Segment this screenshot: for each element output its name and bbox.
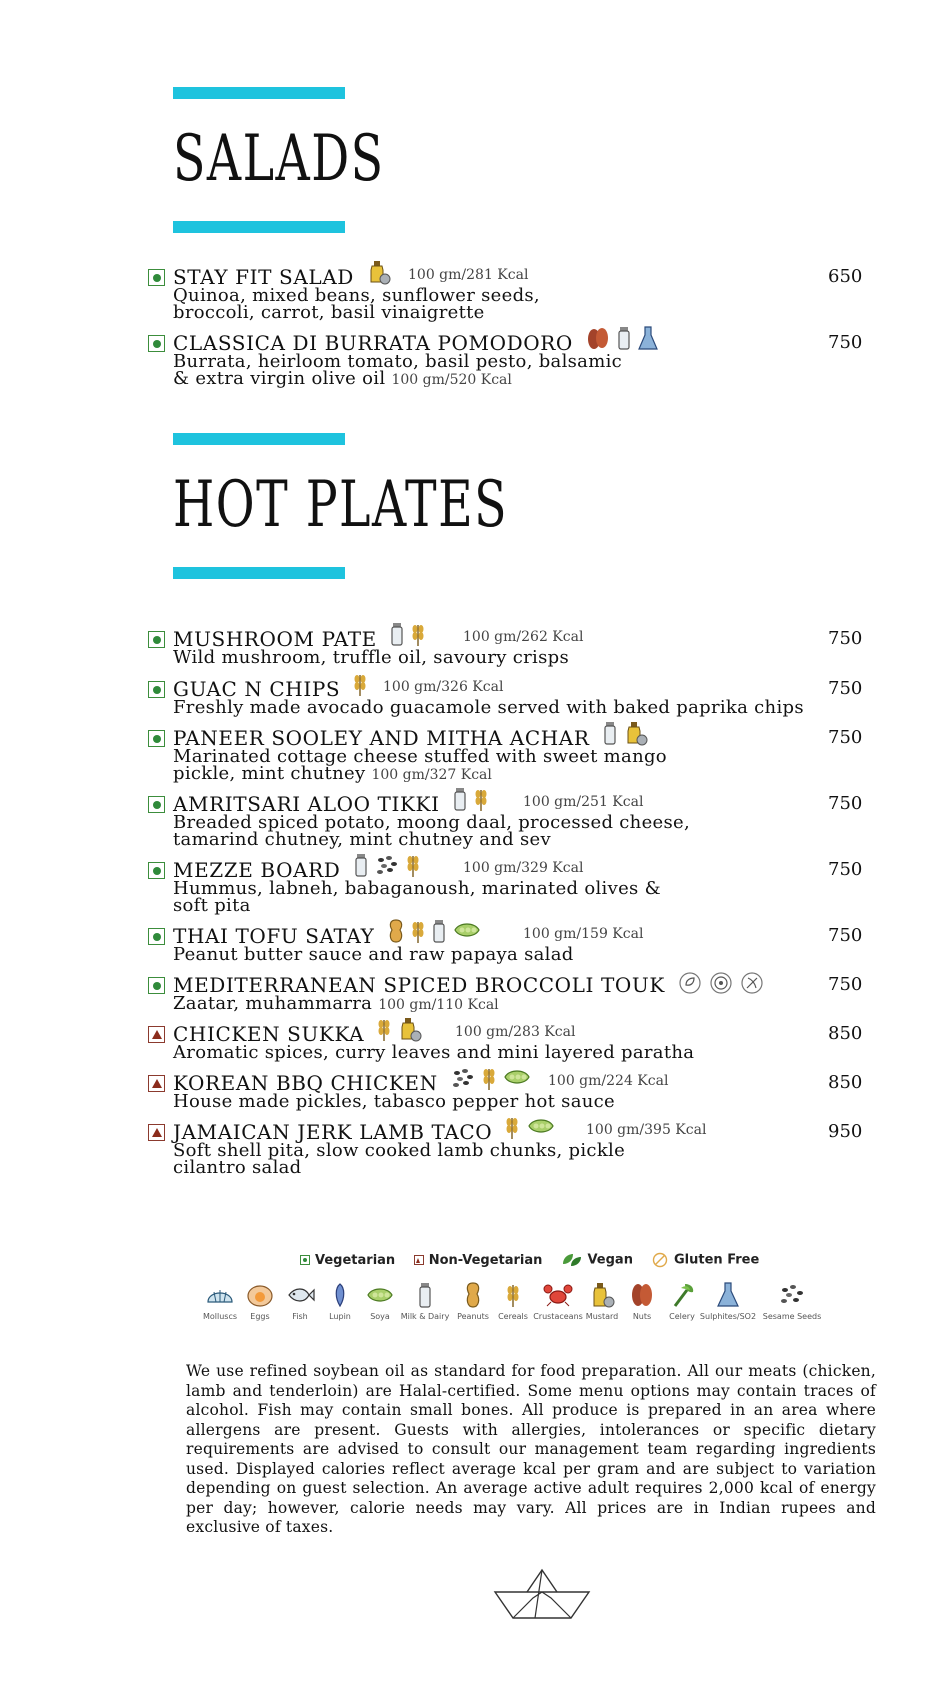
veg-mark-icon [148, 631, 165, 648]
item-price: 750 [828, 974, 863, 995]
veg-mark-icon [148, 730, 165, 747]
legend-allergen: Peanuts [443, 1282, 503, 1321]
allergen-icons [390, 621, 427, 647]
veg-mark-icon [148, 681, 165, 698]
milk-icon [390, 621, 404, 647]
cereals-icon [353, 671, 367, 697]
cereals-icon [406, 852, 420, 878]
legend-gluten-free: Gluten Free [651, 1252, 759, 1268]
legend-allergen: Celery [652, 1282, 712, 1321]
item-name: CHICKEN SUKKA [173, 1022, 365, 1046]
allergen-icons [505, 1114, 556, 1140]
allergen-icons [453, 786, 490, 812]
item-kcal: 100 gm/520 Kcal [391, 372, 512, 388]
item-kcal: 100 gm/262 Kcal [463, 629, 584, 645]
cereals-icon [505, 1114, 519, 1140]
legend-allergen: Eggs [230, 1282, 290, 1321]
legend-allergen: Sesame Seeds [762, 1282, 822, 1321]
legend-vegan: Vegan [561, 1252, 633, 1268]
item-kcal: 100 gm/327 Kcal [371, 767, 492, 783]
legend-allergen: Cereals [483, 1282, 543, 1321]
item-description: Peanut butter sauce and raw papaya salad [173, 944, 574, 965]
item-description: Freshly made avocado guacamole served with baked paprika chips [173, 697, 804, 718]
allergen-icons [377, 1016, 424, 1042]
section-title: HOT PLATES [173, 468, 509, 542]
item-description: House made pickles, tabasco pepper hot sauce [173, 1091, 615, 1112]
milk-icon [410, 1282, 440, 1308]
item-kcal: 100 gm/110 Kcal [378, 997, 499, 1013]
veg-mark-icon [148, 928, 165, 945]
disclaimer-text: We use refined soybean oil as standard for food preparation. All our meats (chicken, lamb and tenderloin) are Halal-certified. Some menu options may contain traces of alcohol. Fish may contain small bones. All produce is prepared in an area where allergens are present. Guests with allergies, intolerances or specific dietary requirements are advised to consult our management team regarding ingredients used. Displayed calories reflect average kcal per gram and are subject to variation depending on guest selection. An average active adult requires 2,000 kcal of energy per day; however, calorie needs may vary. All prices are in Indian rupees and exclusive of taxes. [186, 1362, 876, 1536]
item-description: Zaatar, muhammarra 100 gm/110 Kcal [173, 993, 499, 1014]
milk-icon [354, 852, 368, 878]
accent-bar-top [173, 433, 345, 445]
item-name: THAI TOFU SATAY [173, 924, 375, 948]
legend-vegetarian: Vegetarian [300, 1253, 395, 1268]
no-allergen-circle-icon [709, 971, 733, 995]
allergen-icon-row [190, 1282, 870, 1338]
item-price: 750 [828, 678, 863, 699]
cereals-icon [498, 1282, 528, 1308]
item-name: CLASSICA DI BURRATA POMODORO [173, 331, 573, 355]
item-price: 750 [828, 925, 863, 946]
sesame-icon [375, 852, 399, 878]
item-name: STAY FIT SALAD [173, 265, 354, 289]
item-description: Burrata, heirloom tomato, basil pesto, balsamic & extra virgin olive oil 100 gm/520 Kcal [173, 351, 623, 389]
item-price: 850 [828, 1072, 863, 1093]
item-price: 750 [828, 332, 863, 353]
section-header-salads [173, 87, 533, 233]
sulphites-icon [638, 325, 658, 351]
item-kcal: 100 gm/395 Kcal [586, 1122, 707, 1138]
legend-allergen: Fish [270, 1282, 330, 1321]
celery-icon [667, 1282, 697, 1308]
nuts-icon [586, 325, 610, 351]
item-name: KOREAN BBQ CHICKEN [173, 1071, 438, 1095]
veg-mark-icon [148, 796, 165, 813]
milk-icon [432, 918, 446, 944]
item-price: 750 [828, 727, 863, 748]
cereals-icon [482, 1065, 496, 1091]
item-description: Hummus, labneh, babaganoush, marinated olives & soft pita [173, 878, 661, 916]
item-price: 850 [828, 1023, 863, 1044]
legend-allergen: Lupin [310, 1282, 370, 1321]
item-description: Aromatic spices, curry leaves and mini layered paratha [173, 1042, 695, 1063]
item-description: Marinated cottage cheese stuffed with sweet mango pickle, mint chutney 100 gm/327 Kcal [173, 746, 667, 784]
milk-icon [617, 325, 631, 351]
legend-allergen: Nuts [612, 1282, 672, 1321]
item-name: JAMAICAN JERK LAMB TACO [173, 1120, 493, 1144]
item-kcal: 100 gm/281 Kcal [408, 267, 529, 283]
allergen-icons [367, 259, 393, 285]
allergen-icons [678, 971, 766, 995]
accent-bar-bottom [173, 567, 345, 579]
veg-mark-icon [300, 1255, 310, 1265]
allergen-icons [353, 671, 369, 697]
legend-allergen: Sulphites/SO2 [698, 1282, 758, 1321]
accent-bar-bottom [173, 221, 345, 233]
mustard-icon [398, 1016, 422, 1042]
soya-icon [527, 1114, 555, 1140]
cereals-icon [411, 621, 425, 647]
item-price: 750 [828, 628, 863, 649]
milk-icon [453, 786, 467, 812]
legend-allergen: Soya [350, 1282, 410, 1321]
veg-mark-icon [148, 269, 165, 286]
legend-allergen: Crustaceans [528, 1282, 588, 1321]
legend-allergen: Milk & Dairy [395, 1282, 455, 1321]
item-name: MEDITERRANEAN SPICED BROCCOLI TOUK [173, 973, 665, 997]
crustaceans-icon [543, 1282, 573, 1308]
gluten-free-circle-icon [740, 971, 764, 995]
legend-allergen: Mustard [572, 1282, 632, 1321]
legend-non-vegetarian: Non-Vegetarian [414, 1253, 543, 1268]
item-kcal: 100 gm/326 Kcal [383, 679, 504, 695]
non-veg-mark-icon [148, 1075, 165, 1092]
item-name: PANEER SOOLEY AND MITHA ACHAR [173, 726, 590, 750]
accent-bar-top [173, 87, 345, 99]
mustard-icon [624, 720, 648, 746]
non-veg-mark-icon [148, 1124, 165, 1141]
item-kcal: 100 gm/329 Kcal [463, 860, 584, 876]
gluten-free-icon [651, 1252, 669, 1268]
item-price: 750 [828, 793, 863, 814]
allergen-icons [388, 918, 483, 944]
veg-mark-icon [148, 862, 165, 879]
veg-mark-icon [148, 977, 165, 994]
cereals-icon [474, 786, 488, 812]
diet-type-legend [300, 1252, 773, 1268]
section-header-hot-plates [173, 433, 533, 579]
milk-icon [603, 720, 617, 746]
veg-mark-icon [148, 335, 165, 352]
paper-boat-logo-icon [493, 1568, 591, 1620]
vegan-circle-icon [678, 971, 702, 995]
allergen-icons [603, 720, 650, 746]
soya-icon [453, 918, 481, 944]
item-name: MEZZE BOARD [173, 858, 341, 882]
peanuts-icon [388, 918, 404, 944]
allergen-icons [586, 325, 660, 351]
item-description: Breaded spiced potato, moong daal, processed cheese, tamarind chutney, mint chutney and sev [173, 812, 690, 850]
item-kcal: 100 gm/251 Kcal [523, 794, 644, 810]
cereals-icon [411, 918, 425, 944]
item-price: 650 [828, 266, 863, 287]
sesame-icon [451, 1065, 475, 1091]
item-description: Wild mushroom, truffle oil, savoury crisps [173, 647, 570, 668]
sesame-icon [777, 1282, 807, 1308]
sulphites-icon [713, 1282, 743, 1308]
allergen-icons [354, 852, 422, 878]
item-name: GUAC N CHIPS [173, 677, 341, 701]
cereals-icon [377, 1016, 391, 1042]
soya-icon [365, 1282, 395, 1308]
mustard-icon [367, 259, 391, 285]
legend-allergen: Molluscs [190, 1282, 250, 1321]
section-title: SALADS [173, 122, 385, 196]
soya-icon [503, 1065, 531, 1091]
non-veg-mark-icon [148, 1026, 165, 1043]
item-price: 950 [828, 1121, 863, 1142]
item-description: Quinoa, mixed beans, sunflower seeds, broccoli, carrot, basil vinaigrette [173, 285, 540, 323]
item-description: Soft shell pita, slow cooked lamb chunks, pickle cilantro salad [173, 1140, 626, 1178]
item-name: AMRITSARI ALOO TIKKI [173, 792, 440, 816]
item-name: MUSHROOM PATE [173, 627, 377, 651]
non-veg-mark-icon [414, 1255, 424, 1265]
item-kcal: 100 gm/159 Kcal [523, 926, 644, 942]
item-price: 750 [828, 859, 863, 880]
item-kcal: 100 gm/283 Kcal [455, 1024, 576, 1040]
allergen-icons [451, 1065, 533, 1091]
item-kcal: 100 gm/224 Kcal [548, 1073, 669, 1089]
vegan-leaf-icon [561, 1252, 583, 1268]
